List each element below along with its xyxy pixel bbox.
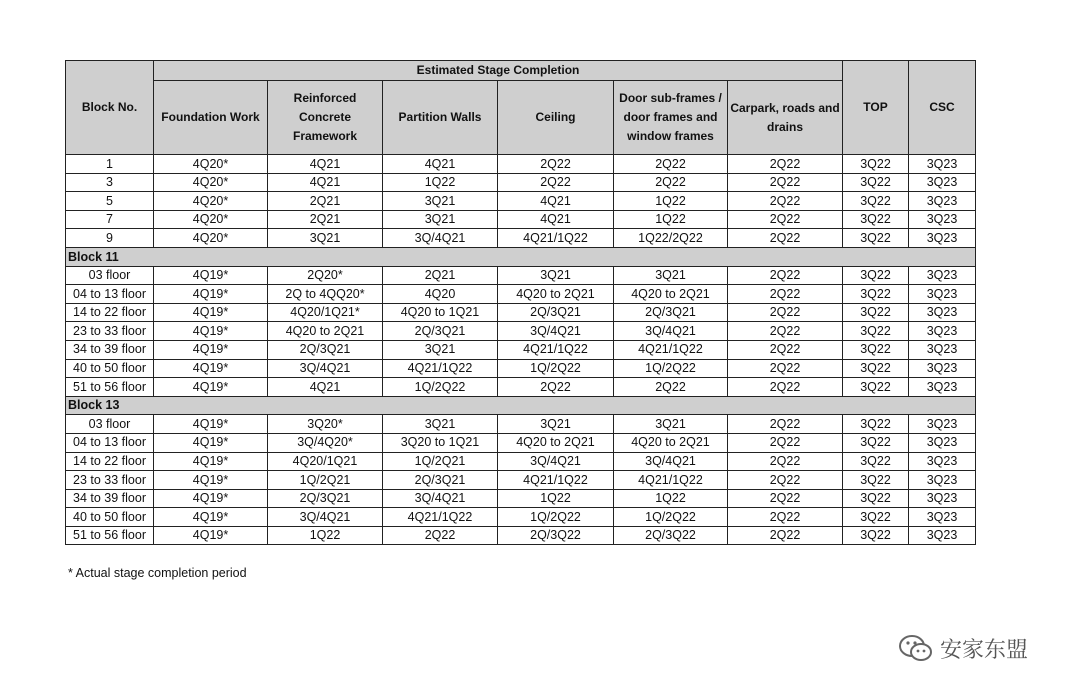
cell-ceiling: 1Q/2Q22 [498, 508, 614, 527]
table-row [66, 303, 976, 322]
cell-door-window-frames: 3Q/4Q21 [614, 452, 728, 471]
cell-carpark-roads-drains: 2Q22 [728, 508, 843, 527]
cell-csc: 3Q23 [909, 266, 976, 285]
table-row [66, 489, 976, 508]
row-label: 03 floor [66, 415, 154, 434]
cell-csc: 3Q23 [909, 322, 976, 341]
row-label: 3 [66, 173, 154, 192]
cell-door-window-frames: 3Q21 [614, 266, 728, 285]
row-label: 23 to 33 floor [66, 322, 154, 341]
cell-carpark-roads-drains: 2Q22 [728, 452, 843, 471]
section-title: Block 13 [66, 396, 976, 415]
row-label: 03 floor [66, 266, 154, 285]
cell-reinforced-concrete-framework: 1Q22 [268, 526, 383, 545]
row-label: 04 to 13 floor [66, 433, 154, 452]
cell-carpark-roads-drains: 2Q22 [728, 433, 843, 452]
cell-partition-walls: 1Q/2Q21 [383, 452, 498, 471]
cell-partition-walls: 3Q21 [383, 192, 498, 211]
cell-csc: 3Q23 [909, 303, 976, 322]
cell-ceiling: 3Q21 [498, 266, 614, 285]
table-row [66, 210, 976, 229]
cell-reinforced-concrete-framework: 2Q21 [268, 210, 383, 229]
table-row [66, 322, 976, 341]
cell-door-window-frames: 1Q22 [614, 489, 728, 508]
row-label: 34 to 39 floor [66, 340, 154, 359]
cell-carpark-roads-drains: 2Q22 [728, 322, 843, 341]
header-block-no: Block No. [66, 61, 154, 155]
cell-door-window-frames: 2Q/3Q22 [614, 526, 728, 545]
watermark [898, 633, 1028, 664]
cell-door-window-frames: 3Q/4Q21 [614, 322, 728, 341]
cell-ceiling: 4Q21/1Q22 [498, 340, 614, 359]
cell-door-window-frames: 2Q22 [614, 378, 728, 397]
row-label: 14 to 22 floor [66, 303, 154, 322]
cell-carpark-roads-drains: 2Q22 [728, 489, 843, 508]
header-foundation-work: Foundation Work [154, 81, 268, 155]
table-row [66, 452, 976, 471]
cell-ceiling: 3Q/4Q21 [498, 322, 614, 341]
header-carpark-roads-drains: Carpark, roads and drains [728, 81, 843, 155]
cell-top: 3Q22 [843, 155, 909, 174]
cell-reinforced-concrete-framework: 4Q20 to 2Q21 [268, 322, 383, 341]
cell-csc: 3Q23 [909, 452, 976, 471]
cell-carpark-roads-drains: 2Q22 [728, 229, 843, 248]
cell-partition-walls: 4Q20 [383, 285, 498, 304]
section-header-row [66, 396, 976, 415]
cell-ceiling: 4Q20 to 2Q21 [498, 285, 614, 304]
cell-csc: 3Q23 [909, 229, 976, 248]
cell-top: 3Q22 [843, 210, 909, 229]
cell-csc: 3Q23 [909, 192, 976, 211]
cell-partition-walls: 2Q22 [383, 526, 498, 545]
cell-top: 3Q22 [843, 471, 909, 490]
cell-top: 3Q22 [843, 322, 909, 341]
cell-carpark-roads-drains: 2Q22 [728, 155, 843, 174]
cell-ceiling: 2Q/3Q21 [498, 303, 614, 322]
cell-partition-walls: 4Q21/1Q22 [383, 508, 498, 527]
cell-partition-walls: 4Q21 [383, 155, 498, 174]
cell-door-window-frames: 2Q22 [614, 173, 728, 192]
cell-ceiling: 4Q21 [498, 210, 614, 229]
cell-partition-walls: 3Q21 [383, 415, 498, 434]
table-row [66, 340, 976, 359]
header-top: TOP [843, 61, 909, 155]
table-row [66, 266, 976, 285]
cell-csc: 3Q23 [909, 471, 976, 490]
row-label: 14 to 22 floor [66, 452, 154, 471]
row-label: 51 to 56 floor [66, 378, 154, 397]
cell-reinforced-concrete-framework: 4Q21 [268, 173, 383, 192]
cell-ceiling: 3Q/4Q21 [498, 452, 614, 471]
cell-reinforced-concrete-framework: 4Q20/1Q21* [268, 303, 383, 322]
cell-foundation-work: 4Q19* [154, 508, 268, 527]
cell-partition-walls: 1Q/2Q22 [383, 378, 498, 397]
cell-foundation-work: 4Q19* [154, 526, 268, 545]
cell-partition-walls: 2Q/3Q21 [383, 322, 498, 341]
cell-top: 3Q22 [843, 508, 909, 527]
header-reinforced-concrete-framework: Reinforced Concrete Framework [268, 81, 383, 155]
cell-foundation-work: 4Q19* [154, 359, 268, 378]
cell-csc: 3Q23 [909, 378, 976, 397]
cell-ceiling: 2Q/3Q22 [498, 526, 614, 545]
cell-partition-walls: 3Q/4Q21 [383, 229, 498, 248]
table-row [66, 285, 976, 304]
cell-carpark-roads-drains: 2Q22 [728, 192, 843, 211]
cell-reinforced-concrete-framework: 2Q21 [268, 192, 383, 211]
cell-top: 3Q22 [843, 489, 909, 508]
stage-completion-table [65, 60, 976, 545]
cell-carpark-roads-drains: 2Q22 [728, 415, 843, 434]
header-csc: CSC [909, 61, 976, 155]
cell-top: 3Q22 [843, 303, 909, 322]
cell-ceiling: 4Q21 [498, 192, 614, 211]
cell-foundation-work: 4Q20* [154, 192, 268, 211]
row-label: 23 to 33 floor [66, 471, 154, 490]
cell-csc: 3Q23 [909, 526, 976, 545]
cell-ceiling: 4Q20 to 2Q21 [498, 433, 614, 452]
cell-door-window-frames: 4Q21/1Q22 [614, 340, 728, 359]
cell-top: 3Q22 [843, 359, 909, 378]
cell-partition-walls: 3Q/4Q21 [383, 489, 498, 508]
cell-ceiling: 1Q/2Q22 [498, 359, 614, 378]
cell-reinforced-concrete-framework: 3Q/4Q20* [268, 433, 383, 452]
cell-foundation-work: 4Q20* [154, 210, 268, 229]
cell-top: 3Q22 [843, 285, 909, 304]
cell-ceiling: 1Q22 [498, 489, 614, 508]
cell-carpark-roads-drains: 2Q22 [728, 340, 843, 359]
cell-door-window-frames: 1Q/2Q22 [614, 508, 728, 527]
cell-reinforced-concrete-framework: 4Q21 [268, 378, 383, 397]
cell-csc: 3Q23 [909, 508, 976, 527]
cell-top: 3Q22 [843, 266, 909, 285]
cell-reinforced-concrete-framework: 3Q/4Q21 [268, 508, 383, 527]
cell-foundation-work: 4Q19* [154, 303, 268, 322]
cell-partition-walls: 3Q20 to 1Q21 [383, 433, 498, 452]
cell-top: 3Q22 [843, 173, 909, 192]
row-label: 7 [66, 210, 154, 229]
cell-csc: 3Q23 [909, 155, 976, 174]
row-label: 51 to 56 floor [66, 526, 154, 545]
cell-csc: 3Q23 [909, 433, 976, 452]
row-label: 40 to 50 floor [66, 508, 154, 527]
cell-foundation-work: 4Q19* [154, 471, 268, 490]
cell-foundation-work: 4Q19* [154, 489, 268, 508]
cell-ceiling: 4Q21/1Q22 [498, 229, 614, 248]
header-estimated-stage-completion: Estimated Stage Completion [154, 61, 843, 81]
cell-ceiling: 3Q21 [498, 415, 614, 434]
cell-door-window-frames: 1Q/2Q22 [614, 359, 728, 378]
table-row [66, 433, 976, 452]
cell-csc: 3Q23 [909, 489, 976, 508]
cell-top: 3Q22 [843, 340, 909, 359]
table-row [66, 508, 976, 527]
cell-reinforced-concrete-framework: 4Q20/1Q21 [268, 452, 383, 471]
cell-reinforced-concrete-framework: 3Q/4Q21 [268, 359, 383, 378]
row-label: 04 to 13 floor [66, 285, 154, 304]
watermark-text: 安家东盟 [940, 637, 1029, 662]
cell-foundation-work: 4Q19* [154, 433, 268, 452]
header-ceiling: Ceiling [498, 81, 614, 155]
cell-carpark-roads-drains: 2Q22 [728, 359, 843, 378]
header-partition-walls: Partition Walls [383, 81, 498, 155]
cell-csc: 3Q23 [909, 340, 976, 359]
cell-carpark-roads-drains: 2Q22 [728, 526, 843, 545]
header-door-window-frames: Door sub-frames / door frames and window frames [614, 81, 728, 155]
cell-foundation-work: 4Q19* [154, 285, 268, 304]
cell-door-window-frames: 4Q21/1Q22 [614, 471, 728, 490]
cell-csc: 3Q23 [909, 359, 976, 378]
cell-foundation-work: 4Q19* [154, 452, 268, 471]
cell-top: 3Q22 [843, 415, 909, 434]
cell-carpark-roads-drains: 2Q22 [728, 173, 843, 192]
cell-top: 3Q22 [843, 433, 909, 452]
cell-foundation-work: 4Q19* [154, 378, 268, 397]
cell-reinforced-concrete-framework: 4Q21 [268, 155, 383, 174]
cell-carpark-roads-drains: 2Q22 [728, 303, 843, 322]
cell-reinforced-concrete-framework: 3Q21 [268, 229, 383, 248]
cell-door-window-frames: 1Q22 [614, 192, 728, 211]
cell-csc: 3Q23 [909, 173, 976, 192]
cell-foundation-work: 4Q19* [154, 415, 268, 434]
cell-ceiling: 2Q22 [498, 155, 614, 174]
cell-ceiling: 2Q22 [498, 173, 614, 192]
cell-top: 3Q22 [843, 452, 909, 471]
cell-top: 3Q22 [843, 378, 909, 397]
cell-reinforced-concrete-framework: 3Q20* [268, 415, 383, 434]
table-row [66, 415, 976, 434]
row-label: 5 [66, 192, 154, 211]
cell-top: 3Q22 [843, 526, 909, 545]
table-row [66, 229, 976, 248]
cell-ceiling: 4Q21/1Q22 [498, 471, 614, 490]
table-row [66, 155, 976, 174]
table-row [66, 526, 976, 545]
table-row [66, 471, 976, 490]
cell-foundation-work: 4Q19* [154, 322, 268, 341]
row-label: 9 [66, 229, 154, 248]
cell-csc: 3Q23 [909, 210, 976, 229]
wechat-icon [898, 634, 934, 664]
cell-carpark-roads-drains: 2Q22 [728, 378, 843, 397]
cell-partition-walls: 2Q21 [383, 266, 498, 285]
cell-foundation-work: 4Q20* [154, 229, 268, 248]
cell-door-window-frames: 2Q22 [614, 155, 728, 174]
cell-foundation-work: 4Q20* [154, 155, 268, 174]
row-label: 34 to 39 floor [66, 489, 154, 508]
cell-csc: 3Q23 [909, 415, 976, 434]
cell-foundation-work: 4Q20* [154, 173, 268, 192]
cell-carpark-roads-drains: 2Q22 [728, 210, 843, 229]
cell-ceiling: 2Q22 [498, 378, 614, 397]
cell-top: 3Q22 [843, 192, 909, 211]
cell-carpark-roads-drains: 2Q22 [728, 471, 843, 490]
cell-door-window-frames: 1Q22/2Q22 [614, 229, 728, 248]
cell-reinforced-concrete-framework: 2Q to 4QQ20* [268, 285, 383, 304]
section-title: Block 11 [66, 247, 976, 266]
table-row [66, 192, 976, 211]
cell-partition-walls: 2Q/3Q21 [383, 471, 498, 490]
cell-partition-walls: 3Q21 [383, 340, 498, 359]
table-row [66, 173, 976, 192]
cell-reinforced-concrete-framework: 2Q/3Q21 [268, 340, 383, 359]
cell-partition-walls: 4Q20 to 1Q21 [383, 303, 498, 322]
cell-door-window-frames: 3Q21 [614, 415, 728, 434]
cell-csc: 3Q23 [909, 285, 976, 304]
cell-foundation-work: 4Q19* [154, 266, 268, 285]
table-row [66, 378, 976, 397]
cell-reinforced-concrete-framework: 2Q20* [268, 266, 383, 285]
footnote: * Actual stage completion period [68, 566, 247, 580]
cell-partition-walls: 4Q21/1Q22 [383, 359, 498, 378]
row-label: 40 to 50 floor [66, 359, 154, 378]
cell-door-window-frames: 4Q20 to 2Q21 [614, 433, 728, 452]
table-body [66, 155, 976, 545]
cell-carpark-roads-drains: 2Q22 [728, 285, 843, 304]
cell-foundation-work: 4Q19* [154, 340, 268, 359]
cell-door-window-frames: 2Q/3Q21 [614, 303, 728, 322]
cell-partition-walls: 1Q22 [383, 173, 498, 192]
section-header-row [66, 247, 976, 266]
cell-carpark-roads-drains: 2Q22 [728, 266, 843, 285]
cell-door-window-frames: 4Q20 to 2Q21 [614, 285, 728, 304]
cell-door-window-frames: 1Q22 [614, 210, 728, 229]
table-row [66, 359, 976, 378]
cell-top: 3Q22 [843, 229, 909, 248]
row-label: 1 [66, 155, 154, 174]
cell-reinforced-concrete-framework: 2Q/3Q21 [268, 489, 383, 508]
cell-partition-walls: 3Q21 [383, 210, 498, 229]
cell-reinforced-concrete-framework: 1Q/2Q21 [268, 471, 383, 490]
